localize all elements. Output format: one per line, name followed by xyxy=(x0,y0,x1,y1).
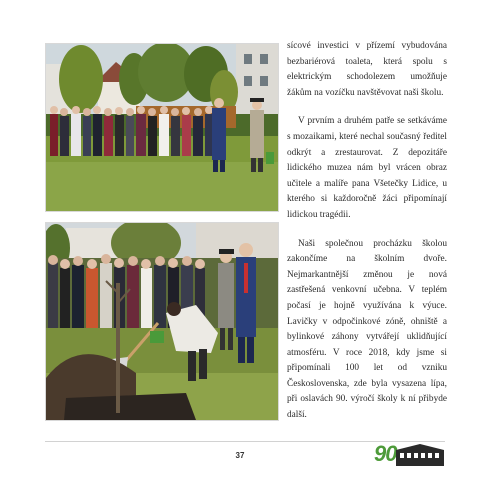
school-building-icon xyxy=(396,444,444,468)
paragraph-1: sícové investici v přízemí vybudována bezbariérová toaleta, která spolu s elektrickým schodolezem umožňuje žákům na vozíčku navštěvovat naši školu. xyxy=(287,41,447,98)
photo-tree-planting xyxy=(45,222,279,421)
paragraph-3: Naši společnou procházku školou zakončíme na školním dvoře. Nejmarkantnější změnou je nová zastřešená venkovní učebna. V teplém počasí je hojně využívána k výuce. Lavičky v odpočinkové zóně, ohniště a bylinkové záhony vytvářejí uklidňující atmosféru. V roce 2018, kdy jsme si připomínali 100 let od vzniku Československa, zde byla vysazena lípa, při oslavách 90. výročí školy k ní přibyde další. xyxy=(287,238,447,421)
page-number: 37 xyxy=(235,451,245,460)
photo-group-illustration xyxy=(46,44,278,211)
article-text-column xyxy=(287,39,447,424)
photo-group-in-front-of-school xyxy=(45,43,279,212)
logo-mark: 90 xyxy=(374,441,397,466)
anniversary-logo xyxy=(372,441,446,471)
paragraph-2: V prvním a druhém patře se setkáváme s mozaikami, které nechal současný ředitel odkrýt a zrestaurovat. Z depozitáře lidického muzea nám byl vrácen obraz učitele a malíře pana Všetečky Lidice, u kterého si každoročně žáci připomínají lidickou tragédii. xyxy=(287,116,447,220)
photo-planting-illustration xyxy=(46,223,278,420)
